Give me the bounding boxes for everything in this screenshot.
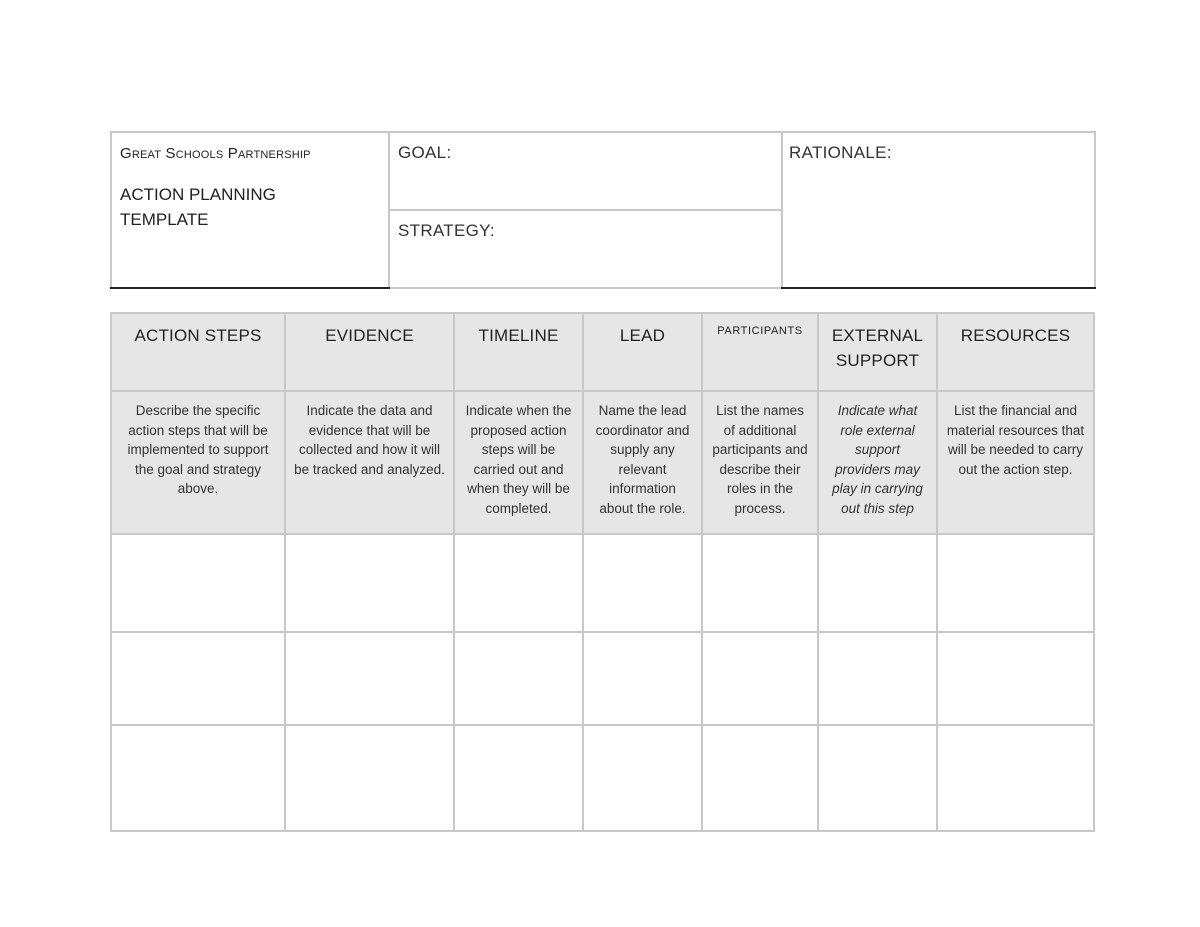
description-resources: List the financial and material resources that will be needed to carry out the action step. [937,391,1094,534]
org-title-cell [111,132,389,288]
goal-field[interactable] [389,132,782,210]
strategy-label: STRATEGY: [398,221,495,240]
goal-label: GOAL: [398,143,452,162]
description-action-steps: Describe the specific action steps that will be implemented to support the goal and strategy above. [111,391,285,534]
action-plan-table [110,312,1095,832]
column-header-timeline: TIMELINE [454,313,583,391]
table-cell[interactable] [285,725,454,831]
table-cell[interactable] [285,534,454,632]
table-cell[interactable] [111,632,285,725]
table-row [111,534,1094,632]
description-timeline: Indicate when the proposed action steps will be carried out and when they will be completed. [454,391,583,534]
column-header-evidence: EVIDENCE [285,313,454,391]
table-cell[interactable] [702,534,818,632]
description-participants: List the names of additional participants and describe their roles in the process. [702,391,818,534]
table-cell[interactable] [937,632,1094,725]
document-title: ACTION PLANNING TEMPLATE [120,185,276,229]
org-name: Great Schools Partnership [120,145,311,162]
table-cell[interactable] [111,534,285,632]
header-table [110,131,1096,289]
table-cell[interactable] [454,534,583,632]
table-cell[interactable] [454,725,583,831]
table-row [111,632,1094,725]
table-cell[interactable] [583,632,702,725]
column-header-participants: PARTICIPANTS [702,313,818,391]
table-cell[interactable] [818,534,937,632]
table-cell[interactable] [285,632,454,725]
rationale-field[interactable] [782,132,1095,288]
table-cell[interactable] [111,725,285,831]
table-cell[interactable] [937,534,1094,632]
column-header-lead: LEAD [583,313,702,391]
column-header-row [111,313,1094,391]
table-cell[interactable] [454,632,583,725]
table-cell[interactable] [583,534,702,632]
description-row [111,391,1094,534]
table-cell[interactable] [702,725,818,831]
description-external-support: Indicate what role external support providers may play in carrying out this step [818,391,937,534]
table-cell[interactable] [583,725,702,831]
table-cell[interactable] [702,632,818,725]
rationale-label: RATIONALE: [789,143,892,162]
column-header-action-steps: ACTION STEPS [111,313,285,391]
table-cell[interactable] [937,725,1094,831]
strategy-field[interactable] [389,210,782,288]
column-header-external-support: EXTERNAL SUPPORT [818,313,937,391]
table-cell[interactable] [818,632,937,725]
description-lead: Name the lead coordinator and supply any relevant information about the role. [583,391,702,534]
column-header-resources: RESOURCES [937,313,1094,391]
description-evidence: Indicate the data and evidence that will be collected and how it will be tracked and analyzed. [285,391,454,534]
table-row [111,725,1094,831]
table-cell[interactable] [818,725,937,831]
